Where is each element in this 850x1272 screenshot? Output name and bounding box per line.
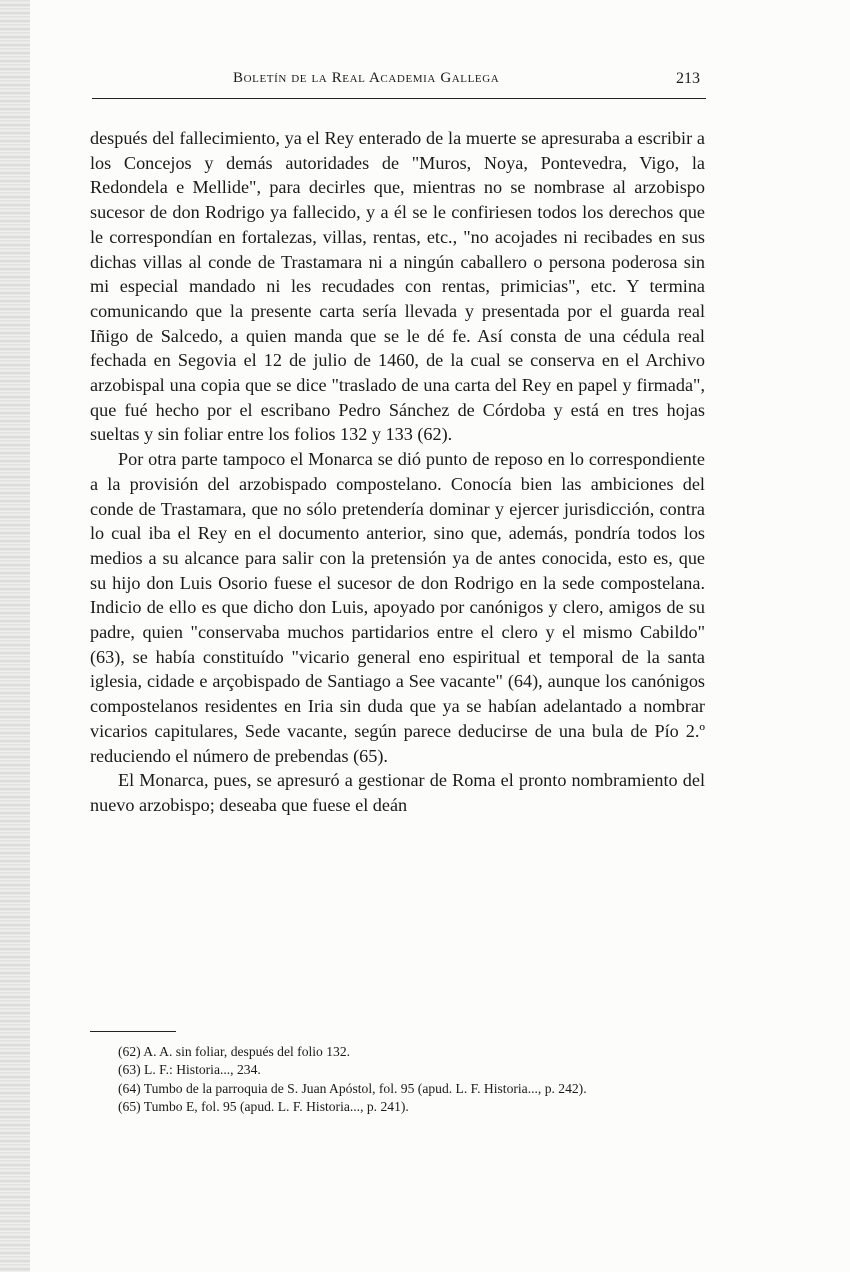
page-binding-edge bbox=[0, 0, 30, 1272]
footnote-rule bbox=[90, 1031, 176, 1032]
paragraph: El Monarca, pues, se apresuró a gestionar de Roma el pronto nombramiento del nuevo arzobispo; deseaba que fuese el deán bbox=[90, 770, 705, 815]
footnote: (62) A. A. sin foliar, después del folio 132. bbox=[118, 1044, 351, 1059]
footnote: (65) Tumbo E, fol. 95 (apud. L. F. Historia..., p. 241). bbox=[118, 1099, 409, 1115]
running-head: Boletín de la Real Academia Gallega bbox=[233, 70, 500, 86]
header-rule bbox=[92, 98, 706, 99]
body-text bbox=[90, 126, 705, 818]
footnote: (64) Tumbo de la parroquia de S. Juan Apóstol, fol. 95 (apud. L. F. Historia..., p. 242). bbox=[118, 1080, 587, 1096]
page-header bbox=[88, 70, 708, 96]
footnotes bbox=[90, 1043, 705, 1117]
paragraph: Por otra parte tampoco el Monarca se dió punto de reposo en lo correspondiente a la provisión del arzobispado compostelano. Conocía bien las ambiciones del conde de Trastamara, que no sólo pretendería dominar y ejercer jurisdicción, contra lo cual iba el Rey en el documento anterior, sino que, además, pondría todos los medios a su alcance para salir con la pretensión ya de antes conocida, esto es, que su hijo don Luis Osorio fuese el sucesor de don Rodrigo en la sede compostelana. Indicio de ello es que dicho don Luis, apoyado por canónigos y clero, amigos de su padre, quien "conservaba muchos partidarios entre el clero y el mismo Cabildo" (63), se había constituído "vicario general eno espiritual et temporal de la santa iglesia, cidade e arçobispado de Santiago a See vacante" (64), aunque los canónigos compostelanos residentes en Iria sin duda que ya se habían adelantado a nombrar vicarios capitulares, Sede vacante, según parece deducirse de una bula de Pío 2.º reduciendo el número de prebendas (65). bbox=[90, 449, 705, 766]
footnote: (63) L. F.: Historia..., 234. bbox=[118, 1062, 261, 1078]
paragraph-continuation: después del fallecimiento, ya el Rey enterado de la muerte se apresuraba a escribir a los Concejos y demás autoridades de "Muros, Noya, Pontevedra, Vigo, la Redondela e Mellide", para decirles que, mientras no se nombrase al arzobispo sucesor de don Rodrigo ya fallecido, y a él se le confiriesen todos los derechos que le correspondían en fortalezas, villas, rentas, etc., "no acojades ni recibades en sus dichas villas al conde de Trastamara ni a ningún caballero o persona poderosa sin mi especial mandado ni les recudades con rentas, primicias", etc. Y termina comunicando que la presente carta sería llevada y presentada por el guarda real Iñigo de Salcedo, a quien manda que se le dé fe. Así consta de una cédula real fechada en Segovia el 12 de julio de 1460, de la cual se conserva en el Archivo arzobispal una copia que se dice "traslado de una carta del Rey en papel y firmada", que fué hecho por el escribano Pedro Sánchez de Córdoba y está en tres hojas sueltas y sin foliar entre los folios 132 y 133 (62). bbox=[90, 128, 705, 445]
page-number: 213 bbox=[676, 70, 700, 87]
